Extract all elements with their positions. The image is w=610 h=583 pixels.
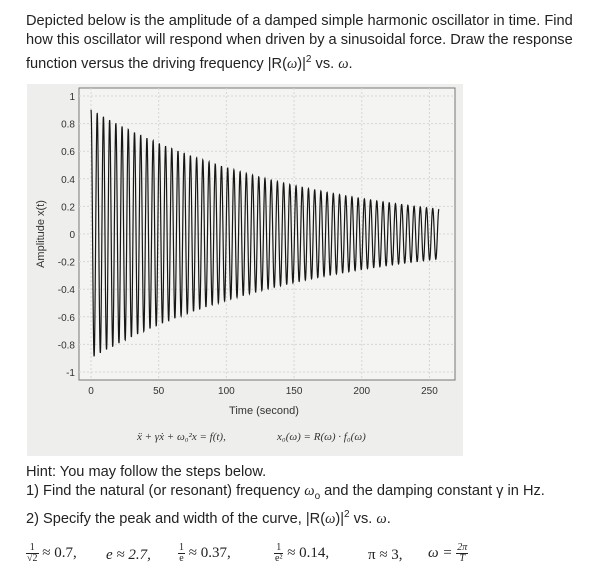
hint-step-1: 1) Find the natural (or resonant) frequency $\omega_o$ and the damping constant γ in Hz. — [26, 482, 545, 502]
constant-inv-sqrt2: $\frac{1}{√2}$ ≈ 0.7, — [27, 542, 77, 564]
omega-definition: ω = $\frac{2\pi}{T}$ — [428, 542, 468, 564]
problem-statement — [26, 12, 596, 74]
damped-oscillation-chart — [27, 84, 463, 456]
y-tick-label: -0.6 — [57, 312, 75, 324]
constant-e: e ≈ 2.7, — [106, 547, 151, 563]
constants-row — [26, 543, 596, 573]
y-tick-label: 0.6 — [61, 147, 75, 159]
x-tick-label: 100 — [218, 386, 235, 397]
y-axis-label: Amplitude x(t) — [35, 200, 47, 268]
y-tick-label: -1 — [66, 368, 75, 379]
equation-left: ẍ + γẋ + ω₀²x = f(t), — [137, 431, 226, 443]
figure-photo — [27, 84, 463, 456]
constant-inv-e: $\frac{1}{e}$ ≈ 0.37, — [179, 542, 231, 564]
x-tick-label: 0 — [88, 386, 94, 397]
intro-line-3: function versus the driving frequency $|R(\omega)|^2$ vs. ω. — [26, 54, 353, 72]
y-tick-label: 0.2 — [61, 202, 75, 214]
y-tick-label: 0.4 — [61, 174, 75, 186]
y-tick-label: -0.2 — [57, 257, 75, 269]
x-tick-label: 150 — [285, 386, 303, 397]
constant-inv-e-squared: $\frac{1}{\text{e²}}$ ≈ 0.14, — [275, 542, 330, 564]
x-tick-label: 50 — [153, 386, 165, 397]
intro-line-2: how this oscillator will respond when driven by a sinusoidal force. Draw the response — [26, 32, 573, 48]
intro-line-1: Depicted below is the amplitude of a damped simple harmonic oscillator in time. Find — [26, 13, 573, 29]
hint-block — [26, 463, 601, 528]
constant-pi: π ≈ 3, — [368, 547, 403, 563]
y-tick-label: 0.8 — [61, 119, 75, 131]
y-tick-label: 0 — [69, 230, 75, 241]
y-tick-label: -0.4 — [57, 285, 75, 297]
x-axis-label: Time (second) — [229, 405, 299, 417]
hint-title: Hint: You may follow the steps below. — [26, 464, 267, 480]
x-tick-label: 250 — [421, 386, 438, 397]
y-tick-label: -0.8 — [57, 340, 75, 352]
hint-step-2: 2) Specify the peak and width of the curve, $|R(\omega)|^2$ vs. ω. — [26, 508, 391, 527]
x-tick-label: 200 — [353, 386, 371, 397]
y-tick-label: 1 — [69, 92, 75, 103]
equation-right: x₀(ω) = R(ω) · f₀(ω) — [277, 431, 366, 443]
